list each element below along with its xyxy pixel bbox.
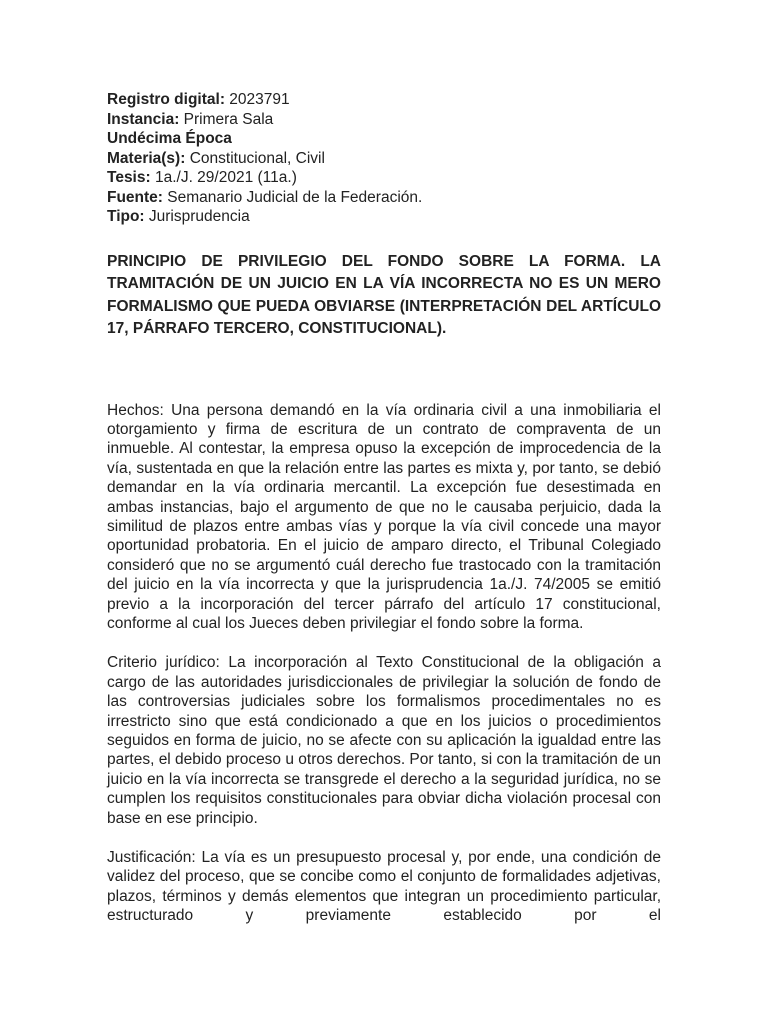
thesis-title: PRINCIPIO DE PRIVILEGIO DEL FONDO SOBRE LA FORMA. LA TRAMITACIÓN DE UN JUICIO EN LA VÍA INCORRECTA NO ES UN MERO FORMALISMO QUE PUEDA OBVIARSE (INTERPRETACIÓN DEL ARTÍCULO 17, PÁRRAFO TERCERO, CONSTITUCIONAL). xyxy=(107,252,661,337)
meta-label: Tipo: xyxy=(107,208,145,225)
meta-label: Undécima Época xyxy=(107,130,232,147)
document-page xyxy=(107,90,661,926)
paragraph-hechos: Hechos: Una persona demandó en la vía ordinaria civil a una inmobiliaria el otorgamiento y firma de escritura de un contrato de compraventa de un inmueble. Al contestar, la empresa opuso la excepción de improcedencia de la vía, sustentada en que la relación entre las partes es mixta y, por tanto, se debió demandar en la vía ordinaria mercantil. La excepción fue desestimada en ambas instancias, bajo el argumento de que no le causaba perjuicio, dada la similitud de plazos entre ambas vías y porque la vía civil concede una mayor oportunidad probatoria. En el juicio de amparo directo, el Tribunal Colegiado consideró que no se argumentó cuál derecho fue trastocado con la tramitación del juicio en la vía incorrecta y que la jurisprudencia 1a./J. 74/2005 se emitió previo a la incorporación del tercer párrafo del artículo 17 constitucional, conforme al cual los Jueces deben privilegiar el fondo sobre la forma. xyxy=(107,401,661,632)
meta-value: Jurisprudencia xyxy=(144,208,250,225)
meta-tipo xyxy=(107,207,661,227)
meta-value: 1a./J. 29/2021 (11a.) xyxy=(150,169,297,186)
meta-label: Materia(s): xyxy=(107,149,186,167)
meta-value: Semanario Judicial de la Federación. xyxy=(162,188,423,206)
meta-epoca xyxy=(107,129,661,149)
meta-fuente xyxy=(107,188,661,208)
meta-value: 2023791 xyxy=(224,91,290,108)
meta-label: Fuente: xyxy=(107,188,163,206)
meta-tesis xyxy=(107,168,661,188)
meta-value: Primera Sala xyxy=(179,110,274,128)
meta-label: Tesis: xyxy=(107,169,151,186)
meta-label: Instancia: xyxy=(107,110,180,128)
meta-instancia xyxy=(107,110,661,130)
meta-materias xyxy=(107,149,661,169)
paragraph-criterio-juridico: Criterio jurídico: La incorporación al Texto Constitucional de la obligación a cargo de las autoridades jurisdiccionales de privilegiar la solución de fondo de las controversias judiciales sobre los formalismos procedimentales no es irrestricto sino que está condicionado a que en los juicios o procedimientos seguidos en forma de juicio, no se afecte con su aplicación la igualdad entre las partes, el debido proceso u otros derechos. Por tanto, si con la tramitación de un juicio en la vía incorrecta se transgrede el derecho a la seguridad jurídica, no se cumplen los requisitos constitucionales para obviar dicha violación procesal con base en ese principio. xyxy=(107,654,662,827)
paragraph-justificacion: Justificación: La vía es un presupuesto procesal y, por ende, una condición de validez del proceso, que se concibe como el conjunto de formalidades adjetivas, plazos, términos y demás elementos que integran un procedimiento particular, estructurado y previamente establecido por el xyxy=(107,849,661,925)
metadata-block xyxy=(107,90,661,227)
meta-value: Constitucional, Civil xyxy=(185,149,325,167)
meta-registro-digital xyxy=(107,90,661,110)
meta-label: Registro digital: xyxy=(107,91,225,108)
